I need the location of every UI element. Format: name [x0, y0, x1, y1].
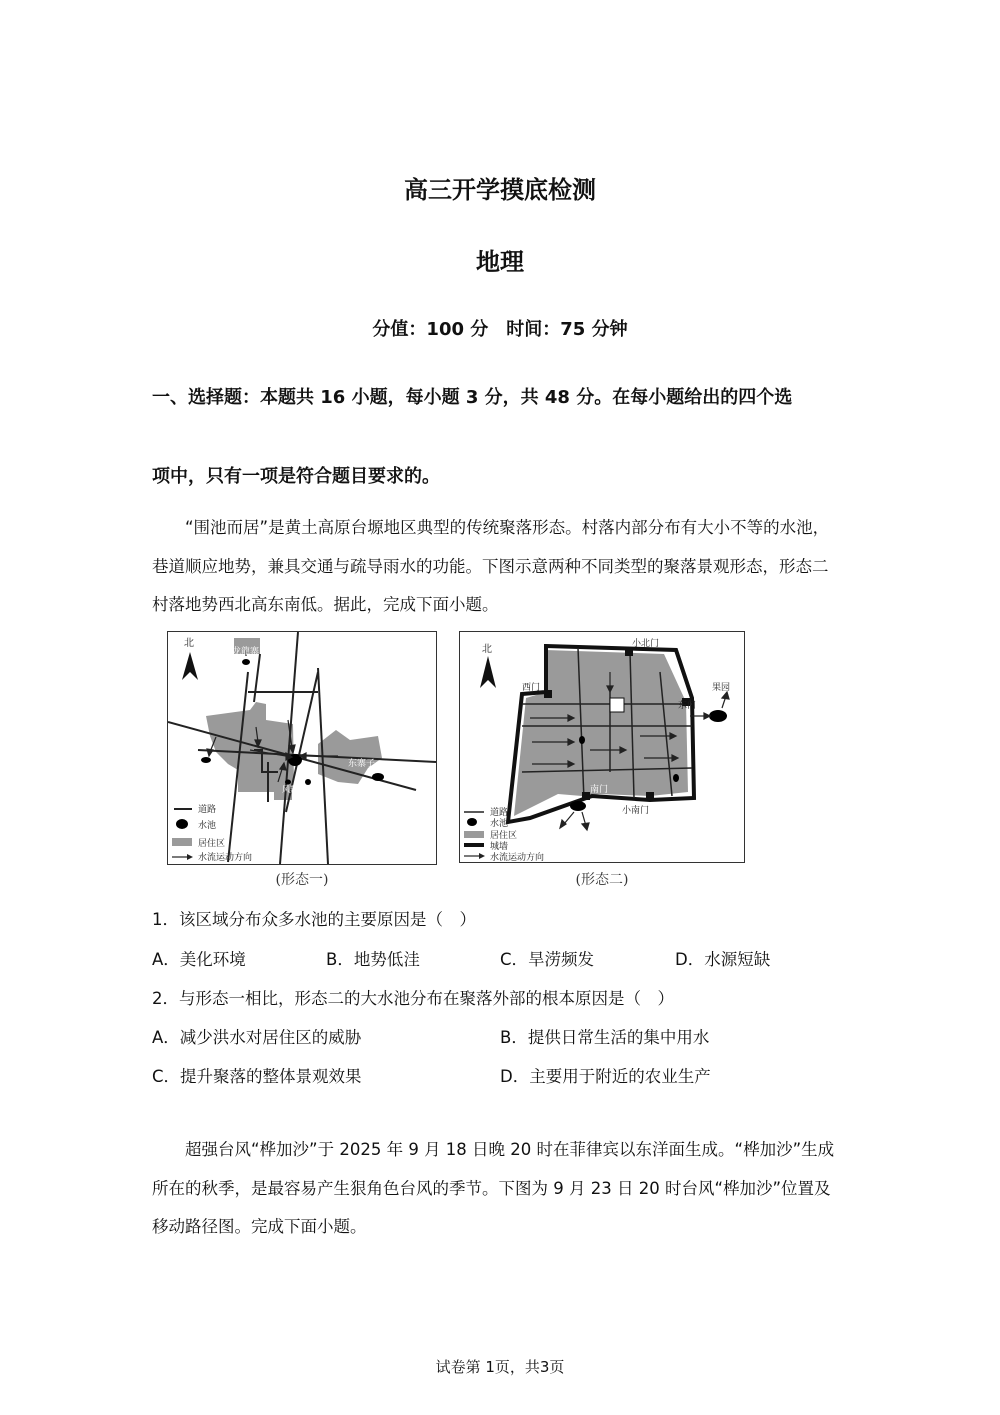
passage-2 [152, 1131, 842, 1247]
north-label: 北 [482, 644, 492, 655]
pond [201, 757, 211, 763]
pond [709, 710, 727, 722]
gate-south [582, 792, 590, 800]
north-arrow-icon [480, 656, 496, 688]
north-label: 北 [184, 638, 194, 649]
caption-form-two: (形态二) [575, 872, 629, 888]
label-fengxiang: 风翔寨 [282, 785, 306, 794]
pond [673, 774, 679, 782]
passage-1 [152, 509, 842, 625]
figure-form-one [167, 631, 437, 865]
q2-option-c[interactable]: C．提升聚落的整体景观效果 [152, 1067, 362, 1086]
gate-west [544, 690, 552, 698]
legend-road: 道路 [198, 805, 217, 815]
pond [242, 659, 250, 665]
pond [570, 801, 586, 811]
score-time-info: 分值：100 分 时间：75 分钟 [372, 319, 628, 340]
legend [172, 803, 252, 863]
pond [579, 736, 585, 744]
legend-wall: 城墙 [490, 842, 509, 852]
label-ximen: 西门 [522, 683, 541, 693]
q1-option-d[interactable]: D．水源短缺 [675, 950, 771, 969]
legend-residential: 居住区 [198, 839, 226, 849]
passage-1-text: “围池而居”是黄土高原台塬地区典型的传统聚落形态。村落内部分布有大小不等的水池，巷道顺应地势，兼具交通与疏导雨水的功能。下图示意两种不同类型的聚落景观形态，形态二村落地势西北高东南低。据此，完成下面小题。 [152, 518, 830, 614]
legend-pond: 水池 [490, 819, 509, 829]
question-2-stem: 2．与形态一相比，形态二的大水池分布在聚落外部的根本原因是（ ） [152, 989, 674, 1008]
pond [372, 773, 384, 781]
q1-option-a[interactable]: A．美化环境 [152, 950, 246, 969]
label-dongzhai: 东寨子 [348, 759, 376, 769]
label-xiaobeimen: 小北门 [632, 639, 660, 649]
figure-form-two [459, 631, 745, 863]
legend [464, 806, 544, 862]
gate-north [625, 648, 633, 656]
subject-title: 地理 [476, 248, 524, 276]
exam-title: 高三开学摸底检测 [404, 176, 596, 204]
question-1-stem: 1．该区域分布众多水池的主要原因是（ ） [152, 910, 476, 929]
north-arrow-icon [182, 652, 198, 680]
legend-road: 道路 [490, 808, 509, 818]
q2-option-a[interactable]: A．减少洪水对居住区的威胁 [152, 1028, 362, 1047]
label-dongmen: 东门 [678, 701, 697, 711]
landmark-building [610, 698, 624, 712]
caption-form-one: (形态一) [275, 872, 329, 888]
map-form-two [460, 632, 744, 862]
page-footer: 试卷第 1页，共3页 [435, 1358, 565, 1376]
gate-small-south [646, 792, 654, 800]
legend-flow: 水流运动方向 [490, 853, 545, 862]
label-guoyuan: 果园 [712, 683, 731, 693]
label-xiaonanmen: 小南门 [622, 806, 650, 816]
passage-2-text: 超强台风“桦加沙”于 2025 年 9 月 18 日晚 20 时在菲律宾以东洋面生成。“桦加沙”生成所在的秋季，是最容易产生狠角色台风的季节。下图为 9 月 23 日 20 时台风“桦加沙”位置及移动路径图。完成下面小题。 [152, 1140, 835, 1236]
legend-pond: 水池 [198, 821, 217, 831]
label-nanmen: 南门 [590, 785, 609, 795]
pond [285, 780, 291, 785]
q2-option-d[interactable]: D．主要用于附近的农业生产 [500, 1067, 711, 1086]
legend-flow: 水流运动方向 [198, 853, 253, 863]
q1-option-b[interactable]: B．地势低洼 [326, 950, 420, 969]
label-longlong: 龙龍寨 [232, 647, 260, 657]
q2-option-b[interactable]: B．提供日常生活的集中用水 [500, 1028, 710, 1047]
legend-residential: 居住区 [490, 831, 518, 841]
section-heading-line1: 一、选择题：本题共 16 小题，每小题 3 分，共 48 分。在每小题给出的四个选 [152, 387, 793, 408]
q1-option-c[interactable]: C．旱涝频发 [500, 950, 595, 969]
map-form-one [168, 632, 436, 864]
section-heading-line2: 项中，只有一项是符合题目要求的。 [152, 466, 440, 487]
